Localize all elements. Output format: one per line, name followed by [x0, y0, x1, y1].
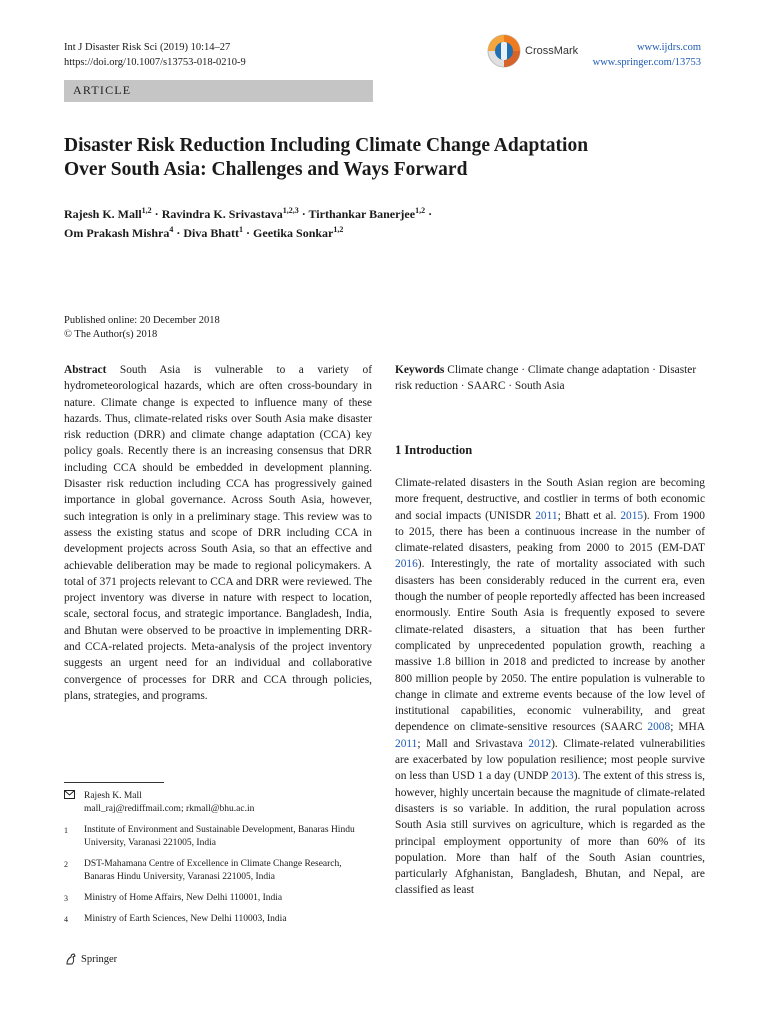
journal-citation: Int J Disaster Risk Sci (2019) 10:14–27 [64, 42, 231, 53]
journal-citation-block [64, 40, 246, 70]
keywords-label: Keywords [395, 364, 445, 376]
section-heading-introduction: 1 Introduction [395, 443, 473, 457]
author-name[interactable]: Diva Bhatt [183, 226, 240, 240]
affiliation-text: Ministry of Home Affairs, New Delhi 110001, India [84, 893, 283, 903]
citation-link[interactable]: 2016 [395, 558, 418, 571]
springer-link[interactable]: www.springer.com/13753 [592, 57, 701, 68]
citation-link[interactable]: 2011 [395, 737, 418, 750]
author-list [64, 203, 704, 241]
corresponding-author [64, 790, 374, 816]
author-affiliation-sup: 1,2 [415, 206, 426, 215]
crossmark-badge[interactable] [486, 31, 606, 71]
affiliation-number: 4 [64, 915, 68, 924]
springer-horse-icon [64, 952, 78, 966]
published-date: Published online: 20 December 2018 [64, 315, 220, 326]
crossmark-icon [486, 33, 522, 69]
affiliation-text: DST-Mahamana Centre of Excellence in Climate Change Research, Banaras Hindu University, Varanasi 221005, India [84, 859, 342, 882]
affiliation [64, 824, 374, 850]
author-name[interactable]: Om Prakash Mishra [64, 226, 170, 240]
intro-text: ). Climate-related vulnerabilities are exacerbated by low population resilience; most people survive on less than USD 1 a day (UNDP [395, 737, 705, 783]
intro-text: ). The extent of this stress is, however, highly uncertain because the magnitude of climate-related disasters is so variable. In addition, the rural population across South Asia still survives on agriculture, which is regarded as the principal employment opportunity of more than 60% of its population. More than half of the South Asian countries, particularly Afghanistan, Bangladesh, Bhutan, and Nepal, are classified as least [395, 770, 705, 897]
affiliation [64, 858, 374, 884]
keywords [395, 362, 705, 395]
crossmark-label: CrossMark [525, 45, 579, 57]
article-type-label: ARTICLE [73, 83, 132, 97]
abstract [64, 362, 372, 704]
citation-link[interactable]: 2011 [535, 509, 558, 522]
author-line-1: Rajesh K. Mall$^{1,2}$ · Ravindra K. Srivastava$^{1,2,3}$ · Tirthankar Banerjee$^{1,2}$ · [64, 206, 433, 221]
title-line-2: Over South Asia: Challenges and Ways Forward [64, 159, 468, 180]
affiliation [64, 913, 374, 926]
journal-links [593, 40, 701, 70]
paper-title [64, 134, 704, 182]
author-affiliation-sup: 1 [239, 225, 244, 234]
title-line-1: Disaster Risk Reduction Including Climate Change Adaptation [64, 135, 589, 156]
intro-text: ). From 1900 to 2015, there has been a continuous increase in the number of climate-related disasters, peaking from 2000 to 2015 (EM-DAT [395, 509, 705, 555]
publication-info [64, 314, 220, 342]
keywords-text: Climate change · Climate change adaptation · Disaster risk reduction · SAARC · South Asia [395, 364, 697, 393]
intro-text: ). Interestingly, the rate of mortality associated with such disasters has been considerably reduced in the current era, even though the number of people reportedly affected has been increased enormously. Entire South Asia is frequently exposed to severe climate-related disasters, a situation that has been further complicated by unprecedented population growth, reaching a massive 1.8 billion in 2018 and predicted to increase by another 800 million people by 2050. The entire population is vulnerable to change in climate and extreme events because of the low level of institutional capabilities, economic vulnerability, and great dependence on climate-sensitive resources (SAARC [395, 558, 705, 734]
intro-text: ; Bhatt et al. [557, 509, 621, 522]
intro-text: Climate-related disasters in the South Asian region are becoming more frequent, destructive, and costlier in terms of both economic and social impacts (UNISDR [395, 477, 705, 522]
intro-text: ; MHA [670, 721, 705, 734]
author-affiliation-sup: 4 [169, 225, 174, 234]
abstract-text: South Asia is vulnerable to a variety of hydrometeorological hazards, which are often cross-boundary in nature. Climate change is expected to influence many of these hazards. Thus, climate-related risks over South Asia make disaster risk reduction (DRR) and climate change adaptation (CCA) key policy goals. Recently there is an increasing consensus that DRR including CCA should be embedded in development planning. Disaster risk reduction including CCA has progressively gained importance in global governance. Across South Asia, however, such integration is only in a preliminary stage. This review was to assess the existing status and scope of DRR including CCA in development projects across South Asia, so that an effective and achievable deliberation may be made to regional policymakers. A total of 371 projects relevant to CCA and DRR were reviewed. The project inventory was diverse in nature with respect to location, scale, sectoral focus, and strategic importance. Bangladesh, India, and Bhutan were observed to be proactive in implementing DRR- and CCA-related projects. Meta-analysis of the project inventory suggests an urgent need for an individual and collaborative convergence of processes for DRR and CCA through policies, plans, strategies, and programs. [64, 364, 372, 702]
affiliation-text: Ministry of Earth Sciences, New Delhi 110003, India [84, 914, 287, 924]
copyright-notice: © The Author(s) 2018 [64, 329, 158, 340]
footnotes [64, 790, 374, 934]
corresponding-author-name: Rajesh K. Mall [84, 791, 142, 801]
author-affiliation-sup: 1,2,3 [282, 206, 299, 215]
author-name[interactable]: Rajesh K. Mall [64, 207, 142, 221]
envelope-icon [64, 790, 84, 816]
corresponding-author-email[interactable]: mall_raj@rediffmail.com; rkmall@bhu.ac.in [84, 804, 255, 814]
doi-link[interactable]: https://doi.org/10.1007/s13753-018-0210-9 [64, 57, 246, 68]
citation-link[interactable]: 2013 [550, 770, 574, 783]
publisher-name: Springer [81, 953, 118, 965]
affiliation-number: 3 [64, 894, 68, 903]
author-name[interactable]: Geetika Sonkar [253, 226, 334, 240]
citation-link[interactable]: 2015 [620, 509, 644, 522]
affiliation-text: Institute of Environment and Sustainable Development, Banaras Hindu University, Varanasi 221005, India [84, 825, 355, 848]
citation-link[interactable]: 2008 [647, 721, 671, 734]
author-name[interactable]: Ravindra K. Srivastava [161, 207, 283, 221]
journal-link[interactable]: www.ijdrs.com [636, 42, 701, 53]
author-name[interactable]: Tirthankar Banerjee [308, 207, 416, 221]
introduction-body [395, 475, 705, 899]
abstract-label: Abstract [64, 364, 107, 376]
article-type-bar [64, 80, 373, 102]
author-affiliation-sup: 1,2 [141, 206, 152, 215]
author-affiliation-sup: 1,2 [333, 225, 344, 234]
footnote-divider [64, 782, 164, 783]
affiliation-number: 1 [64, 826, 68, 835]
intro-text: ; Mall and Srivastava [417, 737, 529, 750]
citation-link[interactable]: 2012 [528, 737, 552, 750]
publisher-footer [64, 952, 117, 966]
affiliation [64, 892, 374, 905]
author-line-2: Om Prakash Mishra$^4$ · Diva Bhatt$^1$ · Geetika Sonkar$^{1,2}$ [64, 225, 344, 240]
affiliation-number: 2 [64, 860, 68, 869]
